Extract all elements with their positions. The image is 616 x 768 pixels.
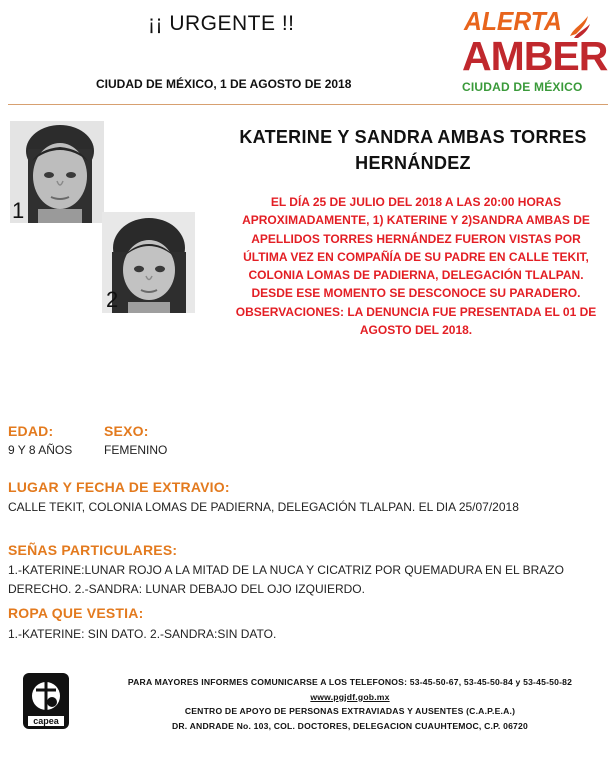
capea-logo <box>22 672 70 730</box>
capea-logo-text: capea <box>33 716 59 726</box>
description-line: COLONIA LOMAS DE PADIERNA, DELEGACIÓN TLALPAN. <box>248 268 584 283</box>
photo-1-number: 1 <box>12 198 25 223</box>
marks-line-1: 1.-KATERINE:LUNAR ROJO A LA MITAD DE LA NUCA Y CICATRIZ POR QUEMADURA EN EL BRAZO <box>8 563 564 577</box>
place-date-value: CALLE TEKIT, COLONIA LOMAS DE PADIERNA, DELEGACIÓN TLALPAN. EL DIA 25/07/2018 <box>8 500 519 514</box>
name-line-2: HERNÁNDEZ <box>355 153 471 173</box>
distinguishing-marks-value <box>8 561 564 599</box>
footer-phones: PARA MAYORES INFORMES COMUNICARSE A LOS TELEFONOS: 53-45-50-67, 53-45-50-84 y 53-45-50-82 <box>127 677 573 687</box>
footer-url-link[interactable]: www.pgjdf.gob.mx <box>310 691 390 702</box>
description-line: EL DÍA 25 DE JULIO DEL 2018 A LAS 20:00 HORAS <box>270 195 562 209</box>
distinguishing-marks-label: SEÑAS PARTICULARES: <box>8 542 178 558</box>
name-line-1: KATERINE Y SANDRA AMBAS TORRES <box>239 127 587 147</box>
photo-2-number: 2 <box>106 287 119 312</box>
age-value: 9 Y 8 AÑOS <box>8 443 73 457</box>
urgent-heading: ¡¡ URGENTE !! <box>148 12 295 35</box>
description-line: AGOSTO DEL 2018. <box>359 323 473 338</box>
description-line: APELLIDOS TORRES HERNÁNDEZ FUERON VISTAS POR <box>251 231 581 246</box>
logo-ciudad-text: CIUDAD DE MÉXICO <box>462 80 583 94</box>
incident-description <box>222 193 610 339</box>
footer-address: DR. ANDRADE No. 103, COL. DOCTORES, DELEGACION CUAUHTEMOC, C.P. 06720 <box>171 720 528 731</box>
missing-persons-name <box>216 124 610 176</box>
place-date-label: LUGAR Y FECHA DE EXTRAVIO: <box>8 479 230 495</box>
description-line: ÚLTIMA VEZ EN COMPAÑÍA DE SU PADRE EN CALLE TEKIT, <box>243 249 589 264</box>
dateline: CIUDAD DE MÉXICO, 1 DE AGOSTO DE 2018 <box>96 77 352 91</box>
logo-amber-text: AMBER <box>462 33 608 79</box>
description-line: OBSERVACIONES: LA DENUNCIA FUE PRESENTADA EL 01 DE <box>235 304 597 319</box>
alerta-amber-logo <box>462 6 608 98</box>
age-label: EDAD: <box>8 423 54 439</box>
marks-line-2: DERECHO. 2.-SANDRA: LUNAR DEBAJO DEL OJO IZQUIERDO. <box>8 582 365 596</box>
footer-center-name: CENTRO DE APOYO DE PERSONAS EXTRAVIADAS Y AUSENTES (C.A.P.E.A.) <box>184 706 516 717</box>
sex-label: SEXO: <box>104 423 149 439</box>
description-line: DESDE ESE MOMENTO SE DESCONOCE SU PARADERO. <box>251 286 581 301</box>
clothing-value: 1.-KATERINE: SIN DATO. 2.-SANDRA:SIN DATO. <box>8 627 277 641</box>
clothing-label: ROPA QUE VESTIA: <box>8 605 144 621</box>
sex-value: FEMENINO <box>104 443 168 457</box>
description-line: APROXIMADAMENTE, 1) KATERINE Y 2)SANDRA AMBAS DE <box>242 213 590 228</box>
logo-alerta-text: ALERTA <box>464 6 562 36</box>
footer-contact <box>100 675 600 733</box>
header-divider <box>8 104 608 105</box>
